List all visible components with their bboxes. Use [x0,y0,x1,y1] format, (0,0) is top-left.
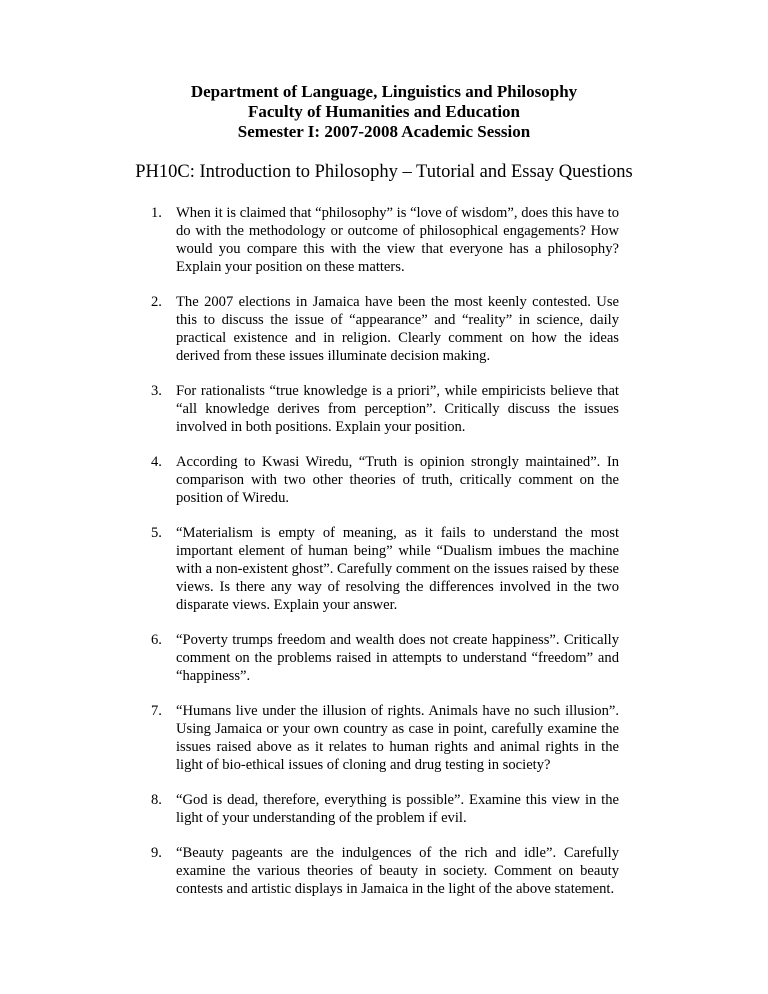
question-text: “Poverty trumps freedom and wealth does not create happiness”. Critically comment on the problems raised in attempts to understand “freedom” and “happiness”. [176,632,619,684]
question-text: When it is claimed that “philosophy” is “love of wisdom”, does this have to do with the methodology or outcome of philosophical engagements? How would you compare this with the view that everyone has a philosophy? Explain your position on these matters. [176,205,619,275]
question-text: The 2007 elections in Jamaica have been the most keenly contested. Use this to discuss the issue of “appearance” and “reality” in science, daily practical existence and in religion. Clearly comment on how the ideas derived from these issues illuminate decision making. [176,294,619,364]
question-number: 2. [151,294,162,310]
question-item [151,293,619,365]
question-number: 8. [151,792,162,808]
question-item [151,524,619,614]
question-item [151,453,619,507]
question-text: “Beauty pageants are the indulgences of the rich and idle”. Carefully examine the various theories of beauty in society. Comment on beauty contests and artistic displays in Jamaica in the light of the above statement. [176,845,619,897]
question-item [151,204,619,276]
question-number: 6. [151,632,162,648]
question-number: 1. [151,205,162,221]
question-text: “Humans live under the illusion of rights. Animals have no such illusion”. Using Jamaica or your own country as case in point, carefully examine the issues raised above as it relates to human rights and animal rights in the light of bio-ethical issues of cloning and drug testing in society? [176,703,619,773]
question-number: 4. [151,454,162,470]
question-text: For rationalists “true knowledge is a priori”, while empiricists believe that “all knowledge derives from perception”. Critically discuss the issues involved in both positions. Explain your position. [176,383,619,435]
document-header [0,82,768,142]
question-item [151,382,619,436]
question-number: 3. [151,383,162,399]
question-number: 7. [151,703,162,719]
faculty-name: Faculty of Humanities and Education [247,102,521,121]
department-name: Department of Language, Linguistics and Philosophy [190,82,578,101]
question-item [151,702,619,774]
semester-line: Semester I: 2007-2008 Academic Session [237,122,531,141]
question-text: “Materialism is empty of meaning, as it fails to understand the most important element of human being” while “Dualism imbues the machine with a non-existent ghost”. Carefully comment on the issues raised by these views. Is there any way of resolving the differences involved in the two disparate views. Explain your answer. [176,525,619,613]
question-item [151,791,619,827]
question-text: According to Kwasi Wiredu, “Truth is opinion strongly maintained”. In comparison with two other theories of truth, critically comment on the position of Wiredu. [176,454,619,506]
question-list [151,204,619,915]
course-title: PH10C: Introduction to Philosophy – Tutorial and Essay Questions [135,162,633,182]
question-number: 5. [151,525,162,541]
question-text: “God is dead, therefore, everything is possible”. Examine this view in the light of your understanding of the problem if evil. [176,792,619,826]
question-item [151,631,619,685]
question-number: 9. [151,845,162,861]
question-item [151,844,619,898]
